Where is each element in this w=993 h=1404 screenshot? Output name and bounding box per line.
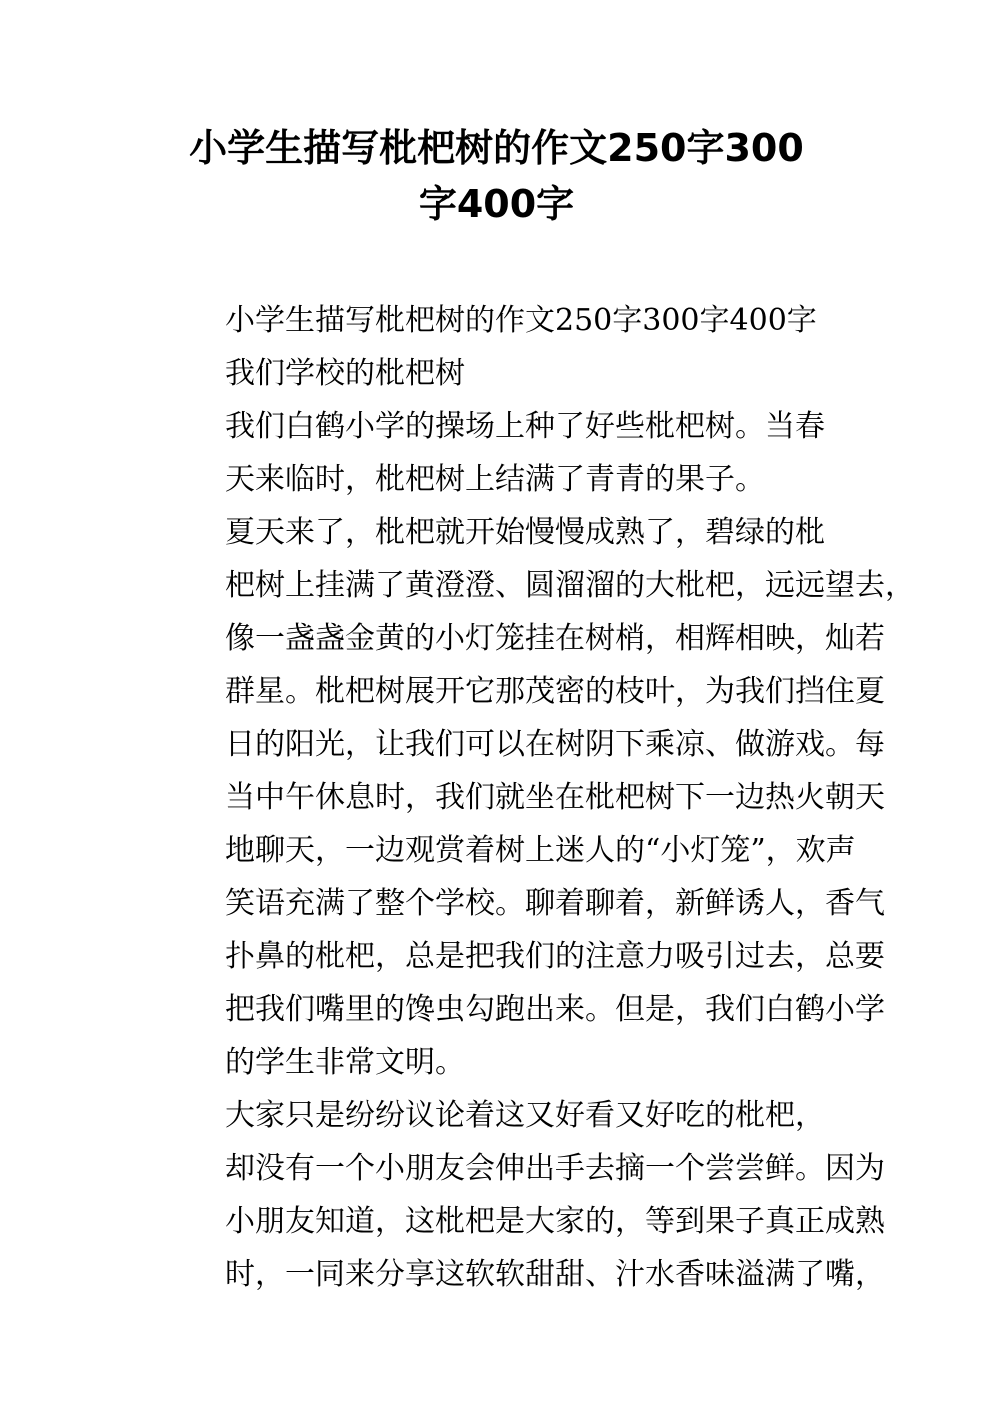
paragraph bbox=[165, 400, 845, 506]
text-line: 我们学校的枇杷树 bbox=[225, 356, 465, 391]
text-line: 夏天来了，枇杷就开始慢慢成熟了，碧绿的枇 bbox=[225, 515, 825, 550]
paragraph bbox=[165, 1089, 885, 1301]
title-line: 小学生描写枇杷树的作文250字300 bbox=[189, 126, 804, 170]
document-title bbox=[150, 120, 843, 232]
paragraph-heading bbox=[165, 294, 845, 347]
text-line: 地聊天，一边观赏着树上迷人的“小灯笼”，欢声 bbox=[225, 833, 856, 868]
text-line: 笑语充满了整个学校。聊着聊着，新鲜诱人，香气 bbox=[225, 886, 885, 921]
text-line: 时，一同来分享这软软甜甜、汁水香味溢满了嘴， bbox=[225, 1257, 885, 1292]
paragraph-subtitle bbox=[165, 347, 845, 400]
text-line: 的学生非常文明。 bbox=[225, 1045, 465, 1080]
text-line: 扑鼻的枇杷，总是把我们的注意力吸引过去，总要 bbox=[225, 939, 885, 974]
text-line: 日的阳光，让我们可以在树阴下乘凉、做游戏。每 bbox=[225, 727, 885, 762]
text-line: 大家只是纷纷议论着这又好看又好吃的枇杷， bbox=[225, 1098, 825, 1133]
text-line: 天来临时，枇杷树上结满了青青的果子。 bbox=[225, 462, 765, 497]
text-line: 杷树上挂满了黄澄澄、圆溜溜的大枇杷，远远望去， bbox=[225, 568, 915, 603]
text-line: 群星。枇杷树展开它那茂密的枝叶，为我们挡住夏 bbox=[225, 674, 885, 709]
text-line: 小朋友知道，这枇杷是大家的，等到果子真正成熟 bbox=[225, 1204, 885, 1239]
text-line: 把我们嘴里的馋虫勾跑出来。但是，我们白鹤小学 bbox=[225, 992, 885, 1027]
text-line: 当中午休息时，我们就坐在枇杷树下一边热火朝天 bbox=[225, 780, 885, 815]
document-body bbox=[165, 294, 915, 1301]
text-line: 却没有一个小朋友会伸出手去摘一个尝尝鲜。因为 bbox=[225, 1151, 885, 1186]
paragraph bbox=[165, 506, 915, 1089]
title-line: 字400字 bbox=[418, 182, 575, 226]
text-line: 我们白鹤小学的操场上种了好些枇杷树。当春 bbox=[225, 409, 825, 444]
text-line: 小学生描写枇杷树的作文250字300字400字 bbox=[225, 303, 817, 338]
text-line: 像一盏盏金黄的小灯笼挂在树梢，相辉相映，灿若 bbox=[225, 621, 885, 656]
